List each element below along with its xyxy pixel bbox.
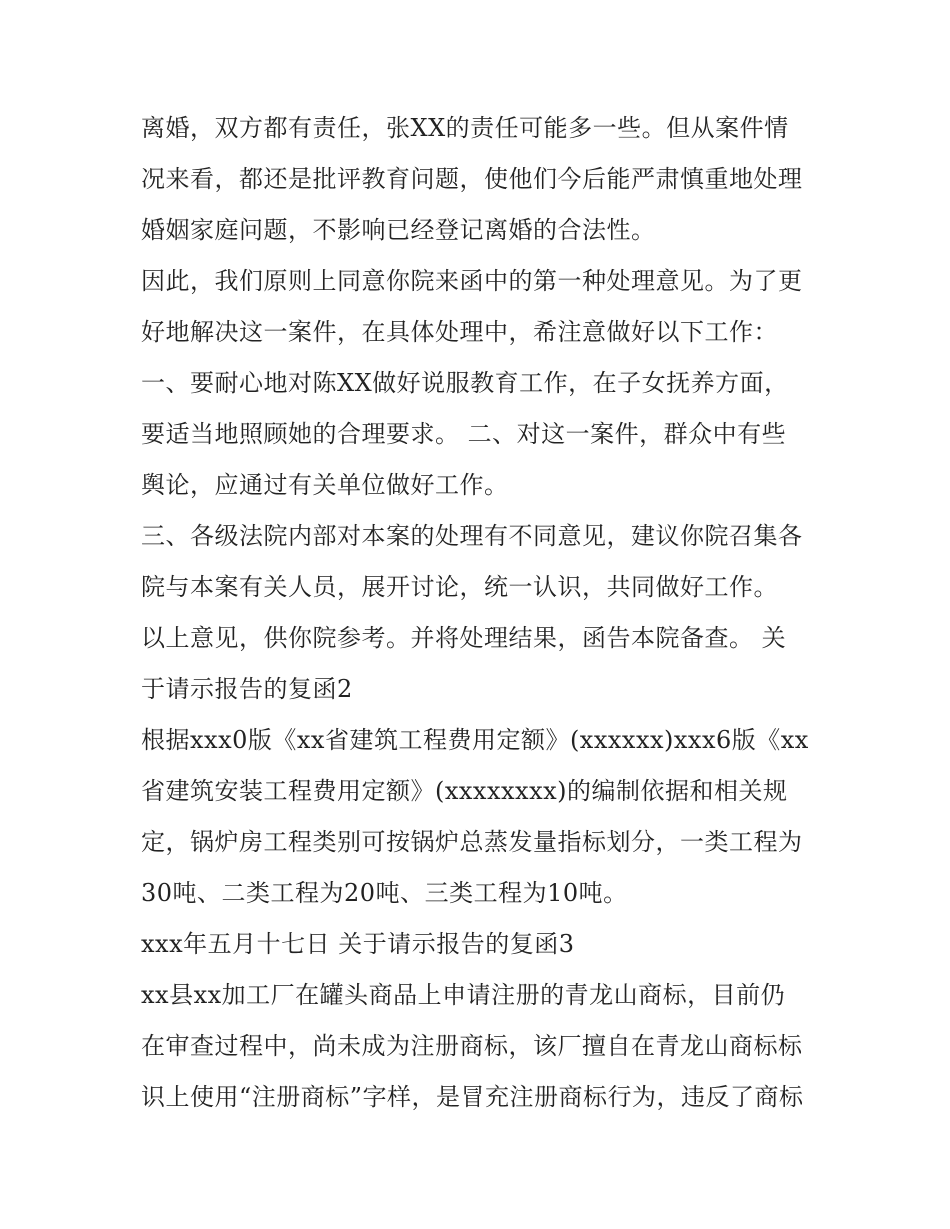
text-line: 于请示报告的复函2 — [141, 675, 353, 703]
text-line: 院与本案有关人员，展开讨论，统一认识，共同做好工作。 — [141, 573, 778, 601]
text-line: 以上意见，供你院参考。并将处理结果，函告本院备查。 关 — [141, 624, 787, 652]
text-line: 识上使用“注册商标”字样，是冒充注册商标行为，违反了商标 — [141, 1083, 804, 1111]
text-line: 离婚，双方都有责任，张XX的责任可能多一些。但从案件情 — [141, 114, 789, 142]
text-line: 舆论，应通过有关单位做好工作。 — [141, 471, 509, 499]
text-line: 30吨、二类工程为20吨、三类工程为10吨。 — [141, 879, 628, 907]
text-line: 好地解决这一案件，在具体处理中，希注意做好以下工作： — [141, 318, 778, 346]
text-line: 要适当地照顾她的合理要求。 二、对这一案件，群众中有些 — [141, 420, 787, 448]
text-line: 定，锅炉房工程类别可按锅炉总蒸发量指标划分，一类工程为 — [141, 828, 803, 856]
document-body — [141, 103, 821, 1123]
text-line: 婚姻家庭问题，不影响已经登记离婚的合法性。 — [141, 216, 656, 244]
text-line: 三、各级法院内部对本案的处理有不同意见，建议你院召集各 — [141, 522, 803, 550]
text-line: 省建筑安装工程费用定额》(xxxxxxxx)的编制依据和相关规 — [141, 777, 788, 805]
text-line: xx县xx加工厂在罐头商品上申请注册的青龙山商标，目前仍 — [141, 981, 786, 1009]
text-line: 根据xxx0版《xx省建筑工程费用定额》(xxxxxx)xxx6版《xx — [141, 726, 809, 754]
text-line: 一、要耐心地对陈XX做好说服教育工作，在子女抚养方面， — [141, 369, 789, 397]
text-line: xxx年五月十七日 关于请示报告的复函3 — [141, 930, 575, 958]
text-line: 况来看，都还是批评教育问题，使他们今后能严肃慎重地处理 — [141, 165, 803, 193]
text-line: 在审查过程中，尚未成为注册商标，该厂擅自在青龙山商标标 — [141, 1032, 803, 1060]
text-line: 因此，我们原则上同意你院来函中的第一种处理意见。为了更 — [141, 267, 803, 295]
